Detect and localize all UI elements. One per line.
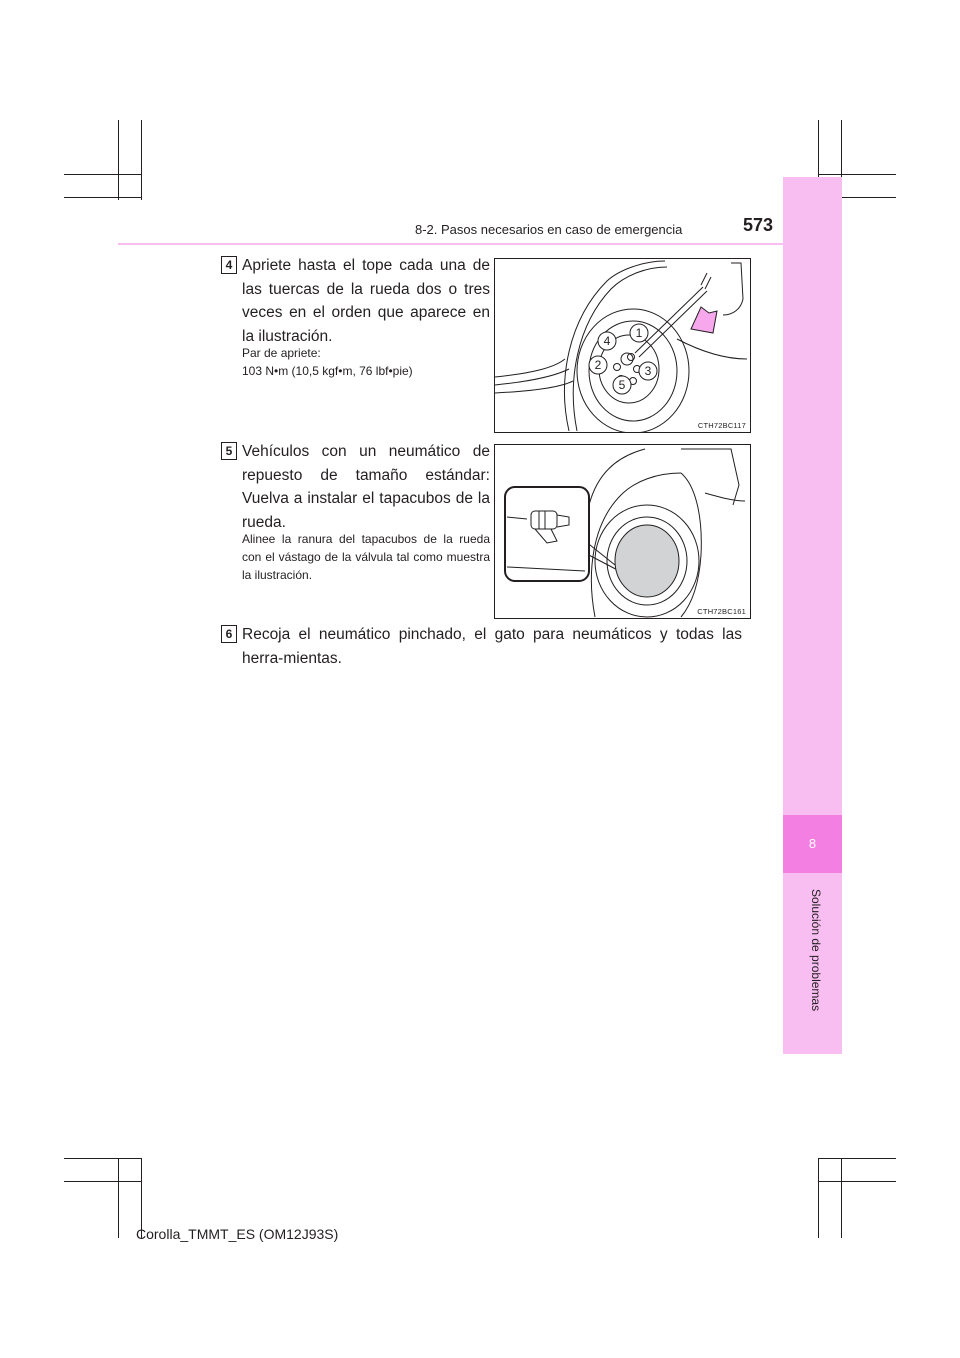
crop-mark (818, 1181, 896, 1182)
section-title: 8-2. Pasos necesarios en caso de emergencia (415, 222, 683, 237)
crop-mark (818, 174, 896, 175)
chapter-side-tab (783, 177, 842, 1054)
nut-label: 3 (644, 364, 652, 378)
wheel-cap-installation-illustration (494, 444, 751, 619)
figure-code: CTH72BC161 (697, 607, 746, 616)
wheel-cap-drawing (495, 445, 750, 618)
wheel-nut-tightening-illustration (494, 258, 751, 433)
step-number-4: 4 (221, 256, 237, 274)
nut-label: 5 (618, 378, 626, 392)
crop-mark (141, 120, 142, 200)
crop-mark (841, 1158, 842, 1238)
chapter-title: Solución de problemas (809, 889, 823, 1012)
crop-mark (118, 120, 119, 200)
crop-mark (64, 1158, 142, 1159)
wheel-nut-drawing (495, 259, 750, 432)
crop-mark (818, 1158, 819, 1238)
step-4-note-value: 103 N•m (10,5 kgf•m, 76 lbf•pie) (242, 364, 413, 378)
step-number-6: 6 (221, 625, 237, 643)
step-5-note: Alinee la ranura del tapacubos de la rueda con el vástago de la válvula tal como muestra la ilustración. (242, 532, 490, 582)
step-5-text: Vehículos con un neumático de repuesto de tamaño estándar: Vuelva a instalar el tapacubos de la rueda. (242, 443, 490, 531)
crop-mark (64, 174, 142, 175)
crop-mark (818, 1158, 896, 1159)
page-number: 573 (743, 215, 774, 235)
step-number-5: 5 (221, 442, 237, 460)
header-rule (118, 243, 784, 245)
crop-mark (64, 1181, 142, 1182)
figure-code: CTH72BC117 (697, 421, 746, 430)
crop-mark (64, 197, 142, 198)
nut-label: 1 (635, 326, 643, 340)
crop-mark (118, 1158, 119, 1238)
step-4-note-title: Par de apriete: (242, 346, 321, 360)
chapter-number: 8 (783, 815, 842, 873)
step-4-text: Apriete hasta el tope cada una de las tuercas de la rueda dos o tres veces en el orden que aparece en la ilustración. (242, 257, 490, 345)
nut-label: 2 (594, 358, 602, 372)
step-6-text: Recoja el neumático pinchado, el gato para neumáticos y todas las herra-mientas. (242, 626, 742, 667)
nut-label: 4 (603, 334, 611, 348)
document-id: Corolla_TMMT_ES (OM12J93S) (136, 1226, 339, 1242)
